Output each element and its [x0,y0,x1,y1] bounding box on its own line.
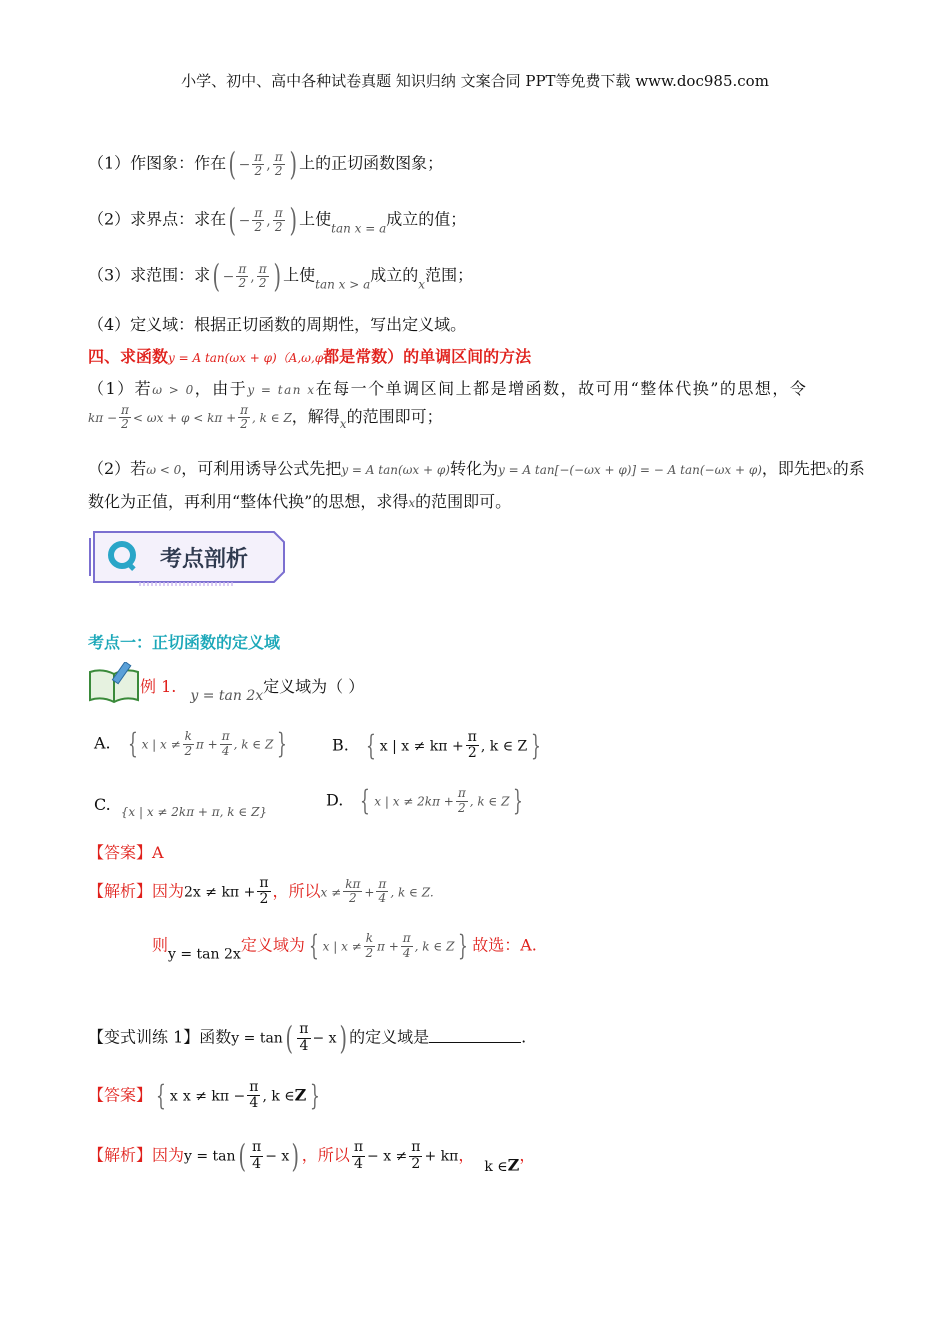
section-4-p3: 数化为正值，再利用“整体代换”的思想，求得x的范围即可。 [88,492,512,511]
option-d[interactable]: D. { x | x ≠ 2kπ + $\frac{\pi}{2}$ , k ∈ Z } [326,784,524,817]
book-icon [88,662,140,708]
interval-1: − $\frac{\pi}{2}$ , $\frac{\pi}{2}$ [238,149,283,178]
kaodian-banner [88,528,288,586]
example-1-answer: 【答案】A [88,843,164,862]
section-4-title: 四、求函数y = A tan(ωx + φ)（A,ω,φ都是常数）的单调区间的方法 [88,347,532,366]
page-header: 小学、初中、高中各种试卷真题 知识归纳 文案合同 PPT等免费下载 www.doc985.com [181,72,769,90]
example-label: 例 1. [140,677,177,696]
banner-label: 考点剖析 [160,547,249,572]
section-4-p1: （1）若ω > 0，由于y = tan x在每一个单调区间上都是增函数，故可用“整体代换”的思想，令 [88,379,808,398]
step-1: （1）作图象：作在( − $\frac{\pi}{2}$ , $\frac{\pi}{2}$ ) 上的正切函数图象； [88,145,444,183]
step-2: （2）求界点：求在( − $\frac{\pi}{2}$ , $\frac{\pi}{2}$ ) 上使$_{tan x = a}$成立的值； [88,201,467,239]
example-1: 例 1. y = tan 2x定义域为（ ） [140,677,365,704]
kaodian-title: 考点一：正切函数的定义域 [88,633,281,652]
option-b[interactable]: B. { x | x ≠ kπ + $\frac{\pi}{2}$ , k ∈ Z } [332,728,542,762]
step-1-text: （1）作图象：作在 [88,153,227,173]
answer-blank[interactable] [429,1028,521,1043]
variant-1-answer: 【答案】 { x x ≠ kπ − $\frac{\pi}{4}$ , k ∈Z } [88,1078,321,1112]
example-1-conclusion: 则y = tan 2x定义域为 { x | x ≠ $\frac{k}{2}$ π + $\frac{\pi}{4}$ , k ∈ Z } 故选：A. [152,929,537,963]
option-a[interactable]: A. { x | x ≠ $\frac{k}{2}$ π + $\frac{\pi}{4}$ , k ∈ Z } [94,727,288,760]
section-4-p1-ineq: kπ − $\frac{\pi}{2}$ < ωx + φ < kπ + $\frac{\pi}{2}$ , k ∈ Z，解得$_x$的范围即可； [88,403,443,432]
eq-tan-x-gt-a: tan x > a [315,277,371,292]
step-3: （3）求范围：求( − $\frac{\pi}{2}$ , $\frac{\pi}{2}$ ) 上使$_{tan x > a}$成立的$_x$范围； [88,257,474,295]
variant-1-analysis: 【解析】因为y = tan( $\frac{\pi}{4}$ − x) ，所以 $\frac{\pi}{4}$ − x ≠ $\frac{\pi}{2}$ + kπ，k ∈Z， [88,1137,536,1175]
eq-tan-x-a: tan x = a [331,221,387,236]
step-4: （4）定义域：根据正切函数的周期性，写出定义域。 [88,315,467,334]
interval-2: − $\frac{\pi}{2}$ , $\frac{\pi}{2}$ [238,205,283,234]
example-1-analysis: 【解析】因为2x ≠ kπ + $\frac{\pi}{2}$ ，所以x ≠ $\frac{k\pi}{2}$ + $\frac{\pi}{4}$ , k ∈ Z. [88,875,434,908]
section-4-p2: （2）若ω < 0，可利用诱导公式先把y = A tan(ωx + φ)转化为y = A tan[−(−ωx + φ)] = − A tan(−ωx + φ)，即先把x的系 [88,459,865,478]
interval-3: − $\frac{\pi}{2}$ , $\frac{\pi}{2}$ [222,261,267,290]
option-c[interactable]: C. $_{\{x | x \ne 2k\pi + \pi, k \in Z\}}$ [94,795,268,819]
variant-1: 【变式训练 1】函数y = tan( $\frac{\pi}{4}$ − x) 的定义域是 . [88,1019,527,1057]
